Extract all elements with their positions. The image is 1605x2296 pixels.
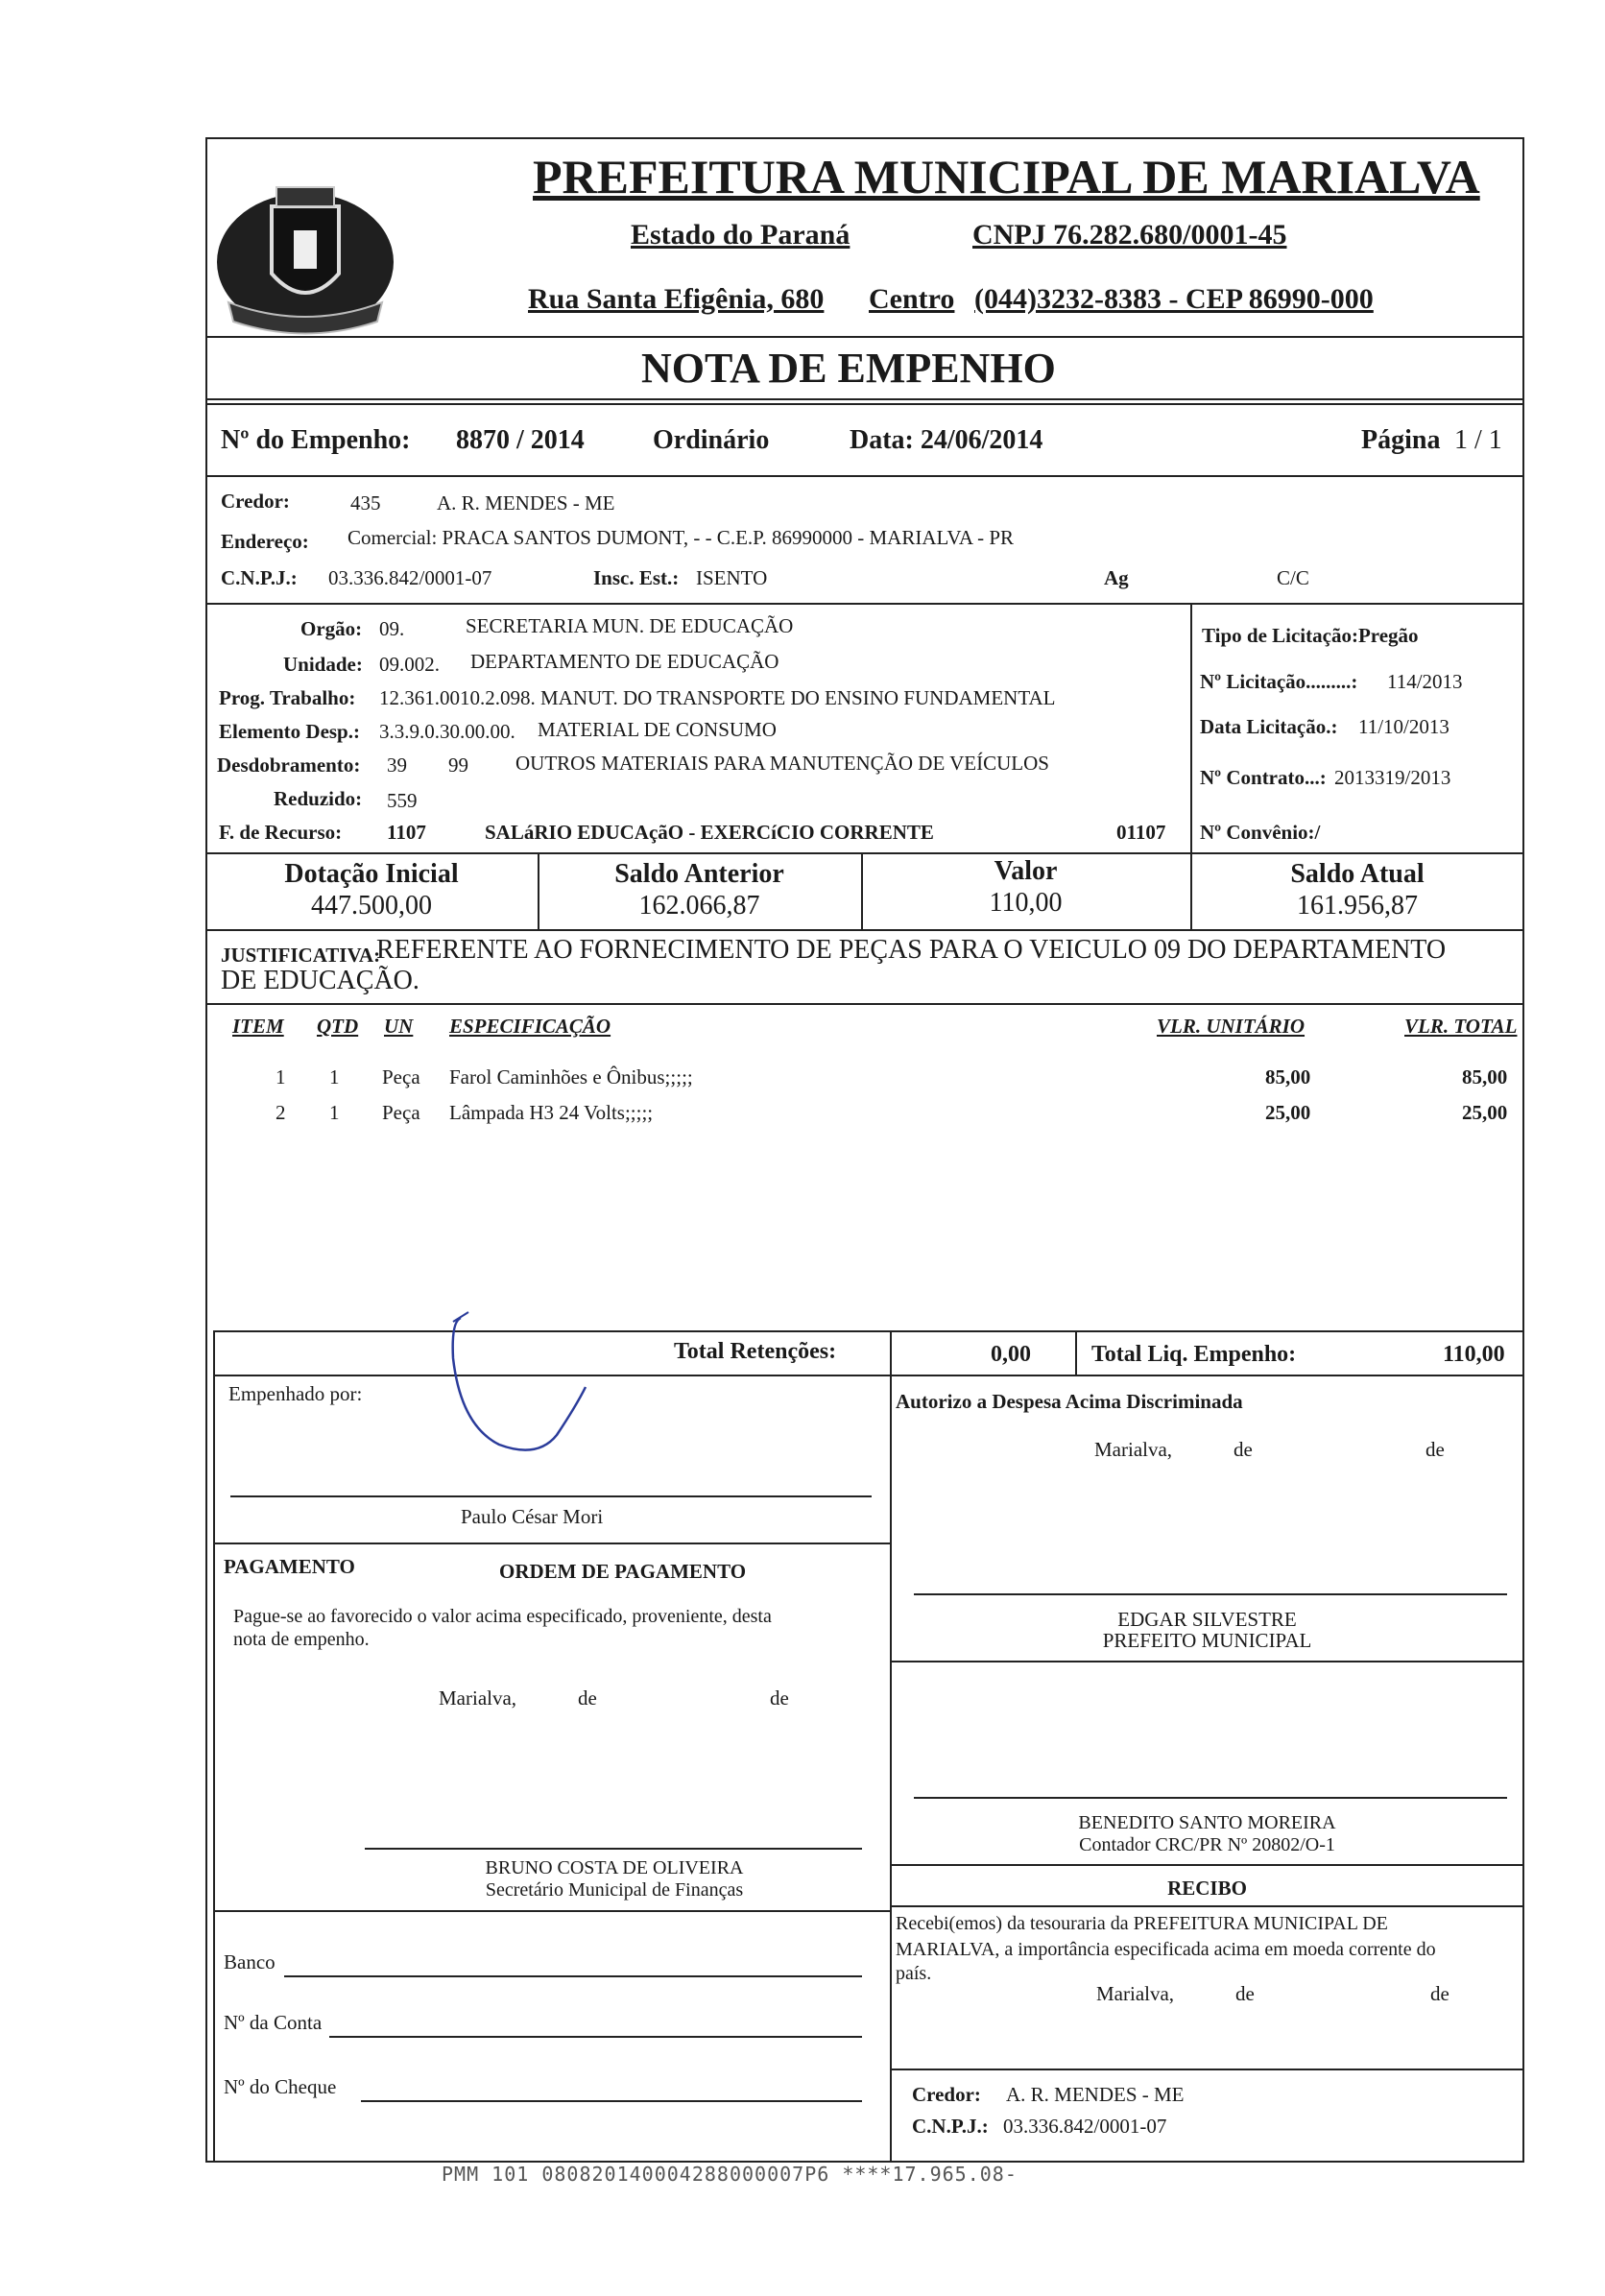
item-spec: Farol Caminhões e Ônibus;;;;; (449, 1065, 693, 1088)
recibo-credor-label: Credor: (912, 2083, 981, 2106)
empenho-number: 8870 / 2014 (456, 425, 585, 455)
recibo-cnpj-label: C.N.P.J.: (912, 2115, 989, 2138)
recibo-cnpj: 03.336.842/0001-07 (1003, 2115, 1167, 2138)
desd-label: Desdobramento: (217, 753, 361, 777)
conta-field[interactable] (329, 2036, 862, 2038)
divider (213, 1330, 215, 2163)
unidade-code: 09.002. (379, 653, 440, 676)
divider (890, 1661, 1524, 1662)
fonte-label: F. de Recurso: (219, 821, 343, 844)
recibo-text3: país. (896, 1963, 932, 1984)
prefeito-role: PREFEITO MUNICIPAL (1102, 1629, 1312, 1652)
item-total-value: 25,00 (1462, 1101, 1508, 1124)
unidade-name: DEPARTAMENTO DE EDUCAÇÃO (470, 650, 779, 673)
licitacao-num-label: Nº Licitação.........: (1200, 670, 1358, 693)
divider (213, 1543, 890, 1544)
header-title: PREFEITURA MUNICIPAL DE MARIALVA (533, 150, 1480, 203)
pagamento-text1: Pague-se ao favorecido o valor acima especificado, proveniente, desta (233, 1606, 772, 1627)
saldo-atual-label: Saldo Atual (1290, 859, 1425, 889)
header-phone-cep: (044)3232-8383 - CEP 86990-000 (974, 283, 1374, 315)
prog-label: Prog. Trabalho: (219, 686, 356, 709)
col-total-value: VLR. TOTAL (1404, 1015, 1518, 1038)
credor-label: Credor: (221, 490, 290, 513)
secretario-role: Secretário Municipal de Finanças (485, 1879, 744, 1901)
address-label: Endereço: (221, 530, 309, 553)
divider (890, 1864, 1524, 1866)
secretario-name: BRUNO COSTA DE OLIVEIRA (485, 1857, 744, 1878)
justificativa-text1: REFERENTE AO FORNECIMENTO DE PEÇAS PARA O VEICULO 09 DO DEPARTAMENTO (376, 935, 1447, 965)
pagamento-place: Marialva, (439, 1686, 517, 1710)
elem-label: Elemento Desp.: (219, 720, 360, 743)
page-value: 1 / 1 (1454, 425, 1502, 455)
divider (213, 1910, 890, 1912)
item-qty: 1 (329, 1065, 340, 1088)
divider (890, 1905, 1524, 1907)
licitacao-data-label: Data Licitação.: (1200, 715, 1338, 738)
header-district: Centro (869, 283, 955, 315)
item-unit-value: 25,00 (1265, 1101, 1311, 1124)
desd-code1: 39 (387, 753, 407, 777)
recibo-place: Marialva, (1096, 1982, 1175, 2005)
divider (1075, 1330, 1077, 1375)
divider (205, 403, 1524, 405)
doc-title: NOTA DE EMPENHO (641, 345, 1056, 392)
recibo-text2: MARIALVA, a importância especificada acima em moeda corrente do (896, 1939, 1436, 1960)
banco-field[interactable] (284, 1975, 862, 1977)
convenio: Nº Convênio:/ (1200, 821, 1321, 844)
item-spec: Lâmpada H3 24 Volts;;;;; (449, 1101, 654, 1124)
credor-cnpj-label: C.N.P.J.: (221, 566, 298, 589)
unidade-label: Unidade: (283, 653, 363, 676)
autorizo-de1: de (1234, 1438, 1253, 1461)
recibo-label: RECIBO (1167, 1877, 1247, 1900)
retencoes-value: 0,00 (991, 1342, 1031, 1367)
autorizo-de2: de (1425, 1438, 1445, 1461)
banco-label: Banco (224, 1950, 275, 1973)
page-label: Página (1361, 425, 1441, 455)
cheque-label: Nº do Cheque (224, 2075, 337, 2098)
elem-code: 3.3.9.0.30.00.00. (379, 720, 515, 743)
divider (213, 1375, 1524, 1376)
item-unit: Peça (382, 1101, 420, 1124)
header-state: Estado do Paraná (631, 219, 850, 251)
reduzido-value: 559 (387, 789, 418, 812)
conta-label: Nº da Conta (224, 2011, 323, 2034)
licitacao-num: 114/2013 (1387, 670, 1463, 693)
header-street: Rua Santa Efigênia, 680 (528, 283, 825, 315)
pagamento-label: PAGAMENTO (224, 1555, 355, 1578)
signature-line (230, 1495, 872, 1497)
recibo-de1: de (1235, 1982, 1255, 2005)
contrato-label: Nº Contrato...: (1200, 766, 1327, 789)
fonte-num: 01107 (1116, 821, 1166, 844)
contrato-value: 2013319/2013 (1334, 766, 1451, 789)
col-un: UN (384, 1015, 414, 1038)
cheque-field[interactable] (361, 2100, 862, 2102)
empenhado-label: Empenhado por: (228, 1382, 363, 1405)
signature-line (914, 1593, 1507, 1595)
divider (205, 852, 1524, 854)
divider (205, 603, 1524, 605)
autorizo-text: Autorizo a Despesa Acima Discriminada (896, 1390, 1243, 1413)
signature-paulo (413, 1310, 624, 1483)
col-spec: ESPECIFICAÇÃO (449, 1015, 611, 1038)
col-item: ITEM (232, 1015, 284, 1038)
recibo-credor-name: A. R. MENDES - ME (1006, 2083, 1185, 2106)
pagamento-text2: nota de empenho. (233, 1629, 370, 1650)
justificativa-text2: DE EDUCAÇÃO. (221, 966, 419, 995)
justificativa-label: JUSTIFICATIVA: (221, 944, 381, 967)
valor-label: Valor (994, 856, 1058, 886)
liquido-label: Total Liq. Empenho: (1091, 1342, 1297, 1367)
divider (205, 929, 1524, 931)
empenho-date: Data: 24/06/2014 (850, 425, 1043, 455)
elem-name: MATERIAL DE CONSUMO (538, 718, 777, 741)
orgao-name: SECRETARIA MUN. DE EDUCAÇÃO (466, 614, 794, 637)
desd-code2: 99 (448, 753, 468, 777)
valor-value: 110,00 (989, 888, 1063, 918)
item-number: 2 (275, 1101, 286, 1124)
insc-value: ISENTO (696, 566, 768, 589)
saldo-anterior-value: 162.066,87 (638, 891, 760, 921)
recibo-de2: de (1430, 1982, 1449, 2005)
divider (1190, 603, 1192, 854)
orgao-code: 09. (379, 617, 405, 640)
divider (213, 1330, 1524, 1332)
item-number: 1 (275, 1065, 286, 1088)
divider (890, 1330, 892, 1375)
saldo-atual-value: 161.956,87 (1297, 891, 1418, 921)
fonte-code: 1107 (387, 821, 426, 844)
signature-line (914, 1797, 1507, 1799)
divider (205, 1003, 1524, 1005)
fonte-name: SALáRIO EDUCAçãO - EXERCíCIO CORRENTE (485, 821, 934, 844)
contador-role: Contador CRC/PR Nº 20802/O-1 (1079, 1834, 1335, 1855)
saldo-anterior-label: Saldo Anterior (614, 859, 784, 889)
divider (205, 398, 1524, 400)
contador-name: BENEDITO SANTO MOREIRA (1078, 1812, 1336, 1833)
retencoes-label: Total Retenções: (674, 1339, 837, 1364)
dotacao-label: Dotação Inicial (284, 859, 459, 889)
item-unit: Peça (382, 1065, 420, 1088)
signature-line (365, 1848, 862, 1850)
reduzido-label: Reduzido: (274, 787, 363, 810)
item-total-value: 85,00 (1462, 1065, 1508, 1088)
item-qty: 1 (329, 1101, 340, 1124)
footer-stamp: PMM 101 080820140004288000007P6 ****17.965.08- (442, 2163, 1018, 2186)
prefeito-name: EDGAR SILVESTRE (1117, 1608, 1297, 1631)
orgao-label: Orgão: (300, 617, 363, 640)
empenhado-name: Paulo César Mori (461, 1505, 604, 1528)
desd-name: OUTROS MATERIAIS PARA MANUTENÇÃO DE VEÍCULOS (515, 752, 1049, 775)
dotacao-value: 447.500,00 (311, 891, 432, 921)
credor-name: A. R. MENDES - ME (437, 491, 615, 514)
divider (205, 475, 1524, 477)
ag-label: Ag (1104, 566, 1129, 589)
empenho-label: Nº do Empenho: (221, 425, 411, 455)
credor-cnpj: 03.336.842/0001-07 (328, 566, 492, 589)
col-qtd: QTD (317, 1015, 359, 1038)
licitacao-tipo: Tipo de Licitação:Pregão (1202, 624, 1419, 647)
credor-address: Comercial: PRACA SANTOS DUMONT, - - C.E.P. 86990000 - MARIALVA - PR (347, 526, 1015, 549)
insc-label: Insc. Est.: (593, 566, 680, 589)
credor-code: 435 (350, 491, 381, 514)
divider (205, 336, 1524, 338)
cc-label: C/C (1277, 566, 1309, 589)
item-unit-value: 85,00 (1265, 1065, 1311, 1088)
pagamento-de2: de (770, 1686, 789, 1710)
pagamento-de1: de (578, 1686, 597, 1710)
prog-code: 12.361.0010.2.098. (379, 686, 536, 709)
header-cnpj: CNPJ 76.282.680/0001-45 (972, 219, 1287, 251)
licitacao-data: 11/10/2013 (1358, 715, 1449, 738)
col-unit-value: VLR. UNITÁRIO (1157, 1015, 1306, 1038)
recibo-text1: Recebi(emos) da tesouraria da PREFEITURA MUNICIPAL DE (896, 1913, 1388, 1934)
coat-of-arms-logo (209, 178, 401, 341)
divider (890, 2069, 1524, 2070)
empenho-type: Ordinário (653, 425, 770, 455)
divider (890, 1375, 892, 2163)
liquido-value: 110,00 (1443, 1342, 1505, 1367)
ordem-pagamento: ORDEM DE PAGAMENTO (499, 1560, 747, 1583)
autorizo-place: Marialva, (1094, 1438, 1173, 1461)
prog-name: MANUT. DO TRANSPORTE DO ENSINO FUNDAMENTAL (540, 686, 1056, 709)
